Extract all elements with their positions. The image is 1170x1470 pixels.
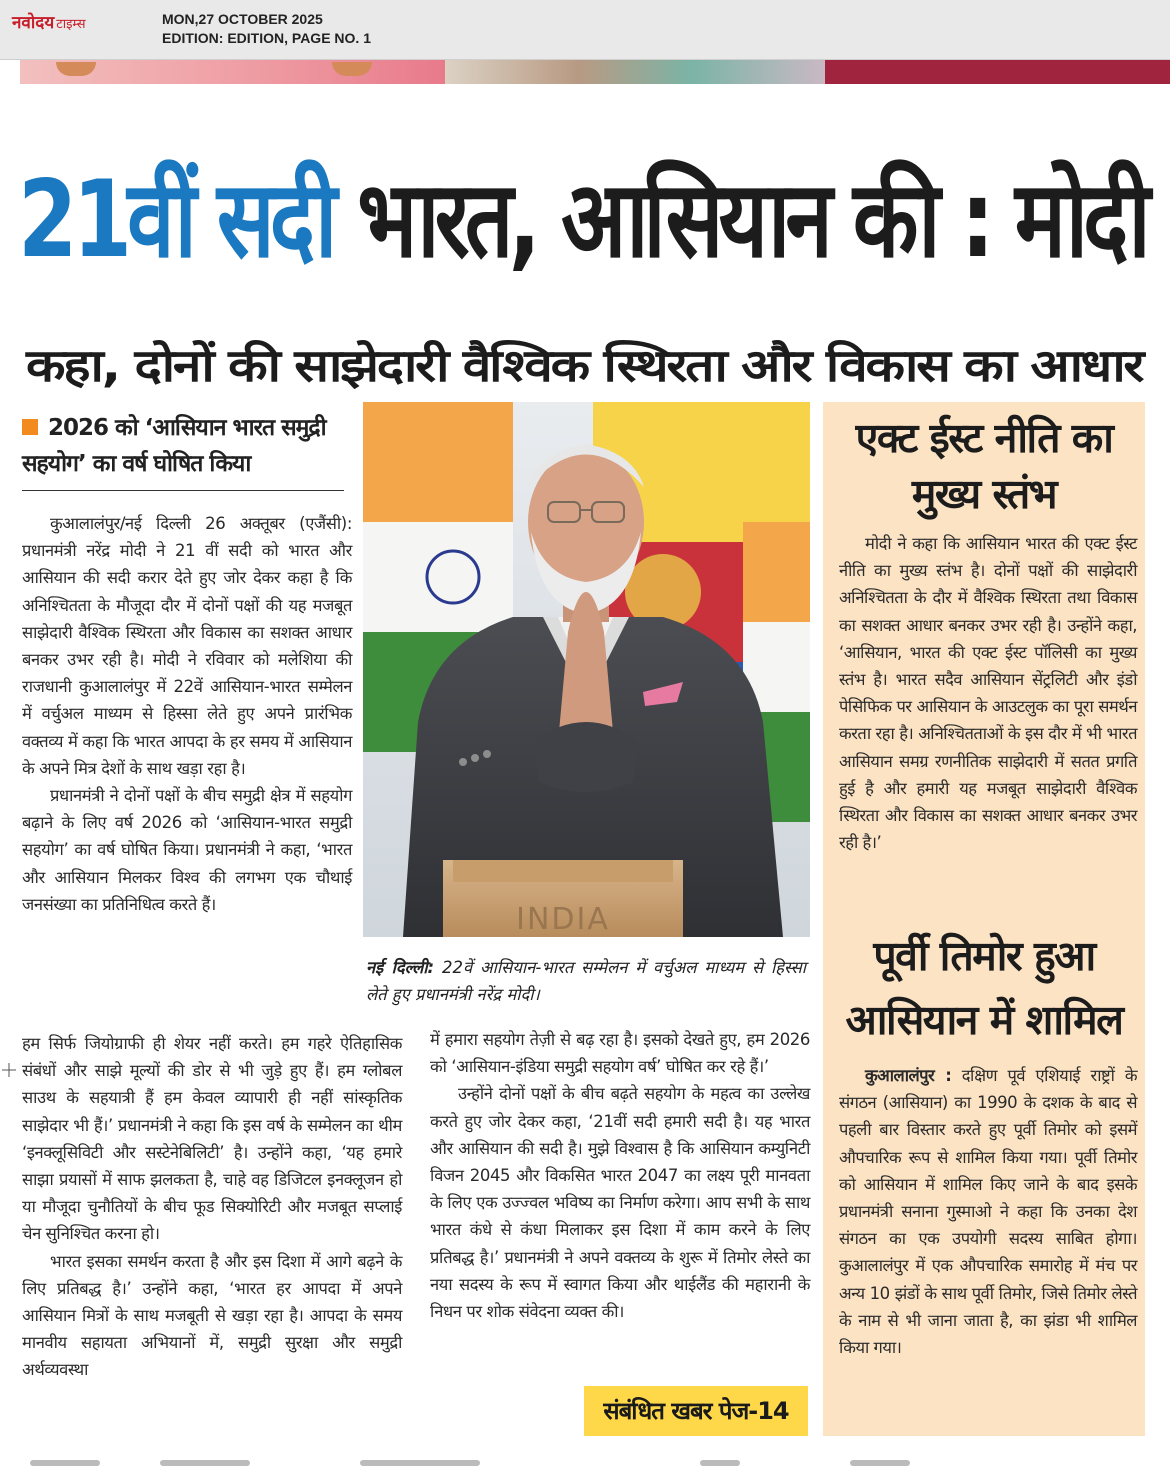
edition-date: MON,27 OCTOBER 2025 — [162, 11, 323, 27]
caption-text: 22वें आसियान-भारत सम्मेलन में वर्चुअल माध्यम से हिस्सा लेते हुए प्रधानमंत्री नरेंद्र मोदी। — [366, 958, 806, 1004]
headline-rest: भारत, आसियान की : मोदी — [332, 158, 1146, 281]
sidebar-paragraph: मोदी ने कहा कि आसियान भारत की एक्ट ईस्ट नीति का मुख्य स्तंभ है। दोनों पक्षों की साझेदारी अनिश्चितता के दौर में वैश्विक स्थिरता तथा विकास का सशक्त आधार बनकर उभर रही है। उन्होंने कहा, ‘आसियान, भारत की एक्ट ईस्ट पॉलिसी का मुख्य स्तंभ है। भारत सदैव आसियान सेंट्रलिटी और इंडो पेसिफिक पर आसियान के आउटलुक का पूरा समर्थन करता रहा है। अनिश्चितताओं के इस दौर में भी भारत आसियान समग्र रणनीतिक साझेदारी में सतत प्रगति हुई है और हमारी यह मजबूत साझेदारी वैश्विक स्थिरता और विकास का सशक्त आधार बनकर उभर रही है।’ — [839, 534, 1137, 853]
article-paragraph: प्रधानमंत्री ने दोनों पक्षों के बीच समुद्री क्षेत्र में सहयोग बढ़ाने के लिए वर्ष 2026 को ‘आसियान-भारत समुद्री सहयोग’ का वर्ष घोषित किया। प्रधानमंत्री ने कहा, ‘भारत और आसियान मिलकर विश्व की लगभग एक चौथाई जनसंख्या का प्रतिनिधित्व करते हैं। — [22, 786, 352, 914]
article-paragraph: प्रधानमंत्री नरेंद्र मोदी ने 21 वीं सदी को भारत और आसियान की सदी करार देते हुए जोर देकर कहा है कि अनिश्चितता के मौजूदा दौर में दोनों पक्षों की यह मजबूत साझेदारी वैश्विक स्थिरता और विकास का सशक्त आधार बनकर उभर रही है। मोदी ने रविवार को मलेशिया की राजधानी कुआलालंपुर में 22वें आसियान-भारत सम्मेलन में वर्चुअल माध्यम से हिस्सा लेते हुए अपने प्रारंभिक वक्तव्य में कहा कि भारत आपदा के हर समय में आसियान के अपने मित्र देशों के साथ खड़ा रहा है। — [22, 541, 352, 778]
diya-image — [332, 62, 372, 76]
logo-sub: टाइम्स — [56, 17, 86, 32]
pm-photo-illustration — [363, 402, 810, 937]
article-column-1b — [22, 1030, 402, 1384]
sidebar-paragraph: दक्षिण पूर्व एशियाई राष्ट्रों के संगठन (आसियान) का 1990 के दशक के बाद से पहली बार विस्तार करते हुए पूर्वी तिमोर को इसमें औपचारिक रूप से शामिल किया गया। पूर्वी तिमोर को आसियान में शामिल किए जाने के बाद इसके प्रधानमंत्री सनाना गुस्माओ ने कहा कि उनका देश संगठन का एक उपयोगी सदस्य साबित होगा। कुआलालंपुर में एक औपचारिक समारोह में मंच पर अन्य 10 झंडों के साथ पूर्वी तिमोर, जिसे तिमोर लेस्ते के नाम से भी जाना जाता है, का झंडा भी शामिल किया गया। — [839, 1066, 1138, 1358]
cutoff-text-fragment — [360, 1460, 480, 1466]
bullet-square-icon — [22, 419, 38, 435]
sidebar-dateline: कुआलालंपुर : — [865, 1066, 952, 1085]
sidebar-text-2 — [839, 1062, 1137, 1361]
article-paragraph: उन्होंने दोनों पक्षों के बीच बढ़ते सहयोग के महत्व का उल्लेख करते हुए जोर देकर कहा, ‘21वीं सदी हमारी सदी है। यह भारत और आसियान की सदी है। मुझे विश्वास है कि आसियान कम्युनिटी विजन 2045 और विकसित भारत 2047 का लक्ष्य पूरी मानवता के लिए एक उज्ज्वल भविष्य का निर्माण करेगा। आप सभी के साथ भारत कंधे से कंधा मिलाकर इस दिशा में काम करने के लिए प्रतिबद्ध है।’ प्रधानमंत्री ने अपने वक्तव्य के शुरू में तिमोर लेस्ते का नया सदस्य के रूप में स्वागत किया और थाईलैंड की महारानी के निधन पर शोक संवेदना व्यक्त की। — [430, 1084, 810, 1322]
diya-image — [56, 62, 96, 76]
related-news-link[interactable]: संबंधित खबर पेज-14 — [584, 1386, 808, 1436]
crop-mark-icon — [2, 1063, 16, 1077]
strip-segment-pink — [20, 60, 445, 84]
main-headline — [18, 130, 1146, 310]
top-image-strip — [20, 60, 1170, 84]
top-bar — [0, 0, 1170, 60]
pm-photo[interactable] — [363, 402, 810, 937]
cutoff-text-fragment — [30, 1460, 100, 1466]
deck-highlight — [22, 410, 347, 482]
article-paragraph: में हमारा सहयोग तेज़ी से बढ़ रहा है। इसको देखते हुए, हम 2026 को ‘आसियान-इंडिया समुद्री सहयोग वर्ष’ घोषित कर रहे हैं।’ — [430, 1030, 810, 1077]
deck-text: 2026 को ‘आसियान भारत समुद्री सहयोग’ का वर्ष घोषित किया — [22, 415, 326, 477]
sidebar-heading-1: एक्ट ईस्ट नीति का मुख्य स्तंभ — [855, 414, 1113, 518]
article-column-1 — [22, 510, 352, 918]
edition-page: EDITION: EDITION, PAGE NO. 1 — [162, 30, 371, 46]
article-column-2 — [430, 1026, 810, 1325]
sidebar-box — [823, 402, 1145, 1436]
headline-highlight: 21वीं सदी — [18, 158, 333, 281]
edition-meta — [162, 10, 371, 48]
caption-place: नई दिल्ली: — [366, 958, 435, 977]
article-paragraph: भारत इसका समर्थन करता है और इस दिशा में आगे बढ़ने के लिए प्रतिबद्ध है।’ उन्होंने कहा, ‘भारत हर आपदा में अपने आसियान मित्रों के साथ मजबूती से खड़ा रहा है। आपदा के समय मानवीय सहायता अभियानों में, समुद्री सुरक्षा और समुद्री अर्थव्यवस्था — [22, 1251, 402, 1380]
newspaper-logo[interactable] — [12, 10, 86, 32]
article-paragraph: हम सिर्फ जियोग्राफी ही शेयर नहीं करते। हम गहरे ऐतिहासिक संबंधों और साझे मूल्यों की डोर से भी जुड़े हुए हैं। हम ग्लोबल साउथ के सहयात्री हैं हम केवल व्यापारी ही नहीं सांस्कृतिक साझेदार भी हैं।’ प्रधानमंत्री ने कहा कि इस वर्ष के सम्मेलन का थीम ‘इनक्लूसिविटी और सस्टेनेबिलिटी’ है। उन्होंने कहा, ‘यह हमारे साझा प्रयासों में साफ झलकता है, चाहे वह डिजिटल इनक्लूजन हो या मौजूदा चुनौतियों के बीच फूड सिक्योरिटी और मजबूत सप्लाई चेन सुनिश्चित करना हो। — [22, 1034, 402, 1244]
sub-headline: कहा, दोनों की साझेदारी वैश्विक स्थिरता और विकास का आधार — [26, 339, 1143, 392]
logo-main: नवोदय — [12, 13, 55, 33]
strip-segment-photo — [445, 60, 825, 84]
cutoff-text-fragment — [700, 1460, 740, 1466]
sidebar-text-1 — [839, 530, 1137, 856]
cutoff-text-fragment — [850, 1460, 910, 1466]
dateline: कुआलालंपुर/नई दिल्ली 26 अक्तूबर (एजैंसी): — [50, 514, 352, 533]
strip-segment-maroon — [825, 60, 1170, 84]
nameplate-text: INDIA — [516, 902, 610, 937]
divider — [22, 490, 344, 491]
sidebar-heading-2: पूर्वी तिमोर हुआ आसियान में शामिल — [845, 932, 1123, 1044]
photo-caption — [366, 954, 806, 1008]
cutoff-text-fragment — [160, 1460, 250, 1466]
bottom-cutoff — [0, 1452, 1170, 1470]
